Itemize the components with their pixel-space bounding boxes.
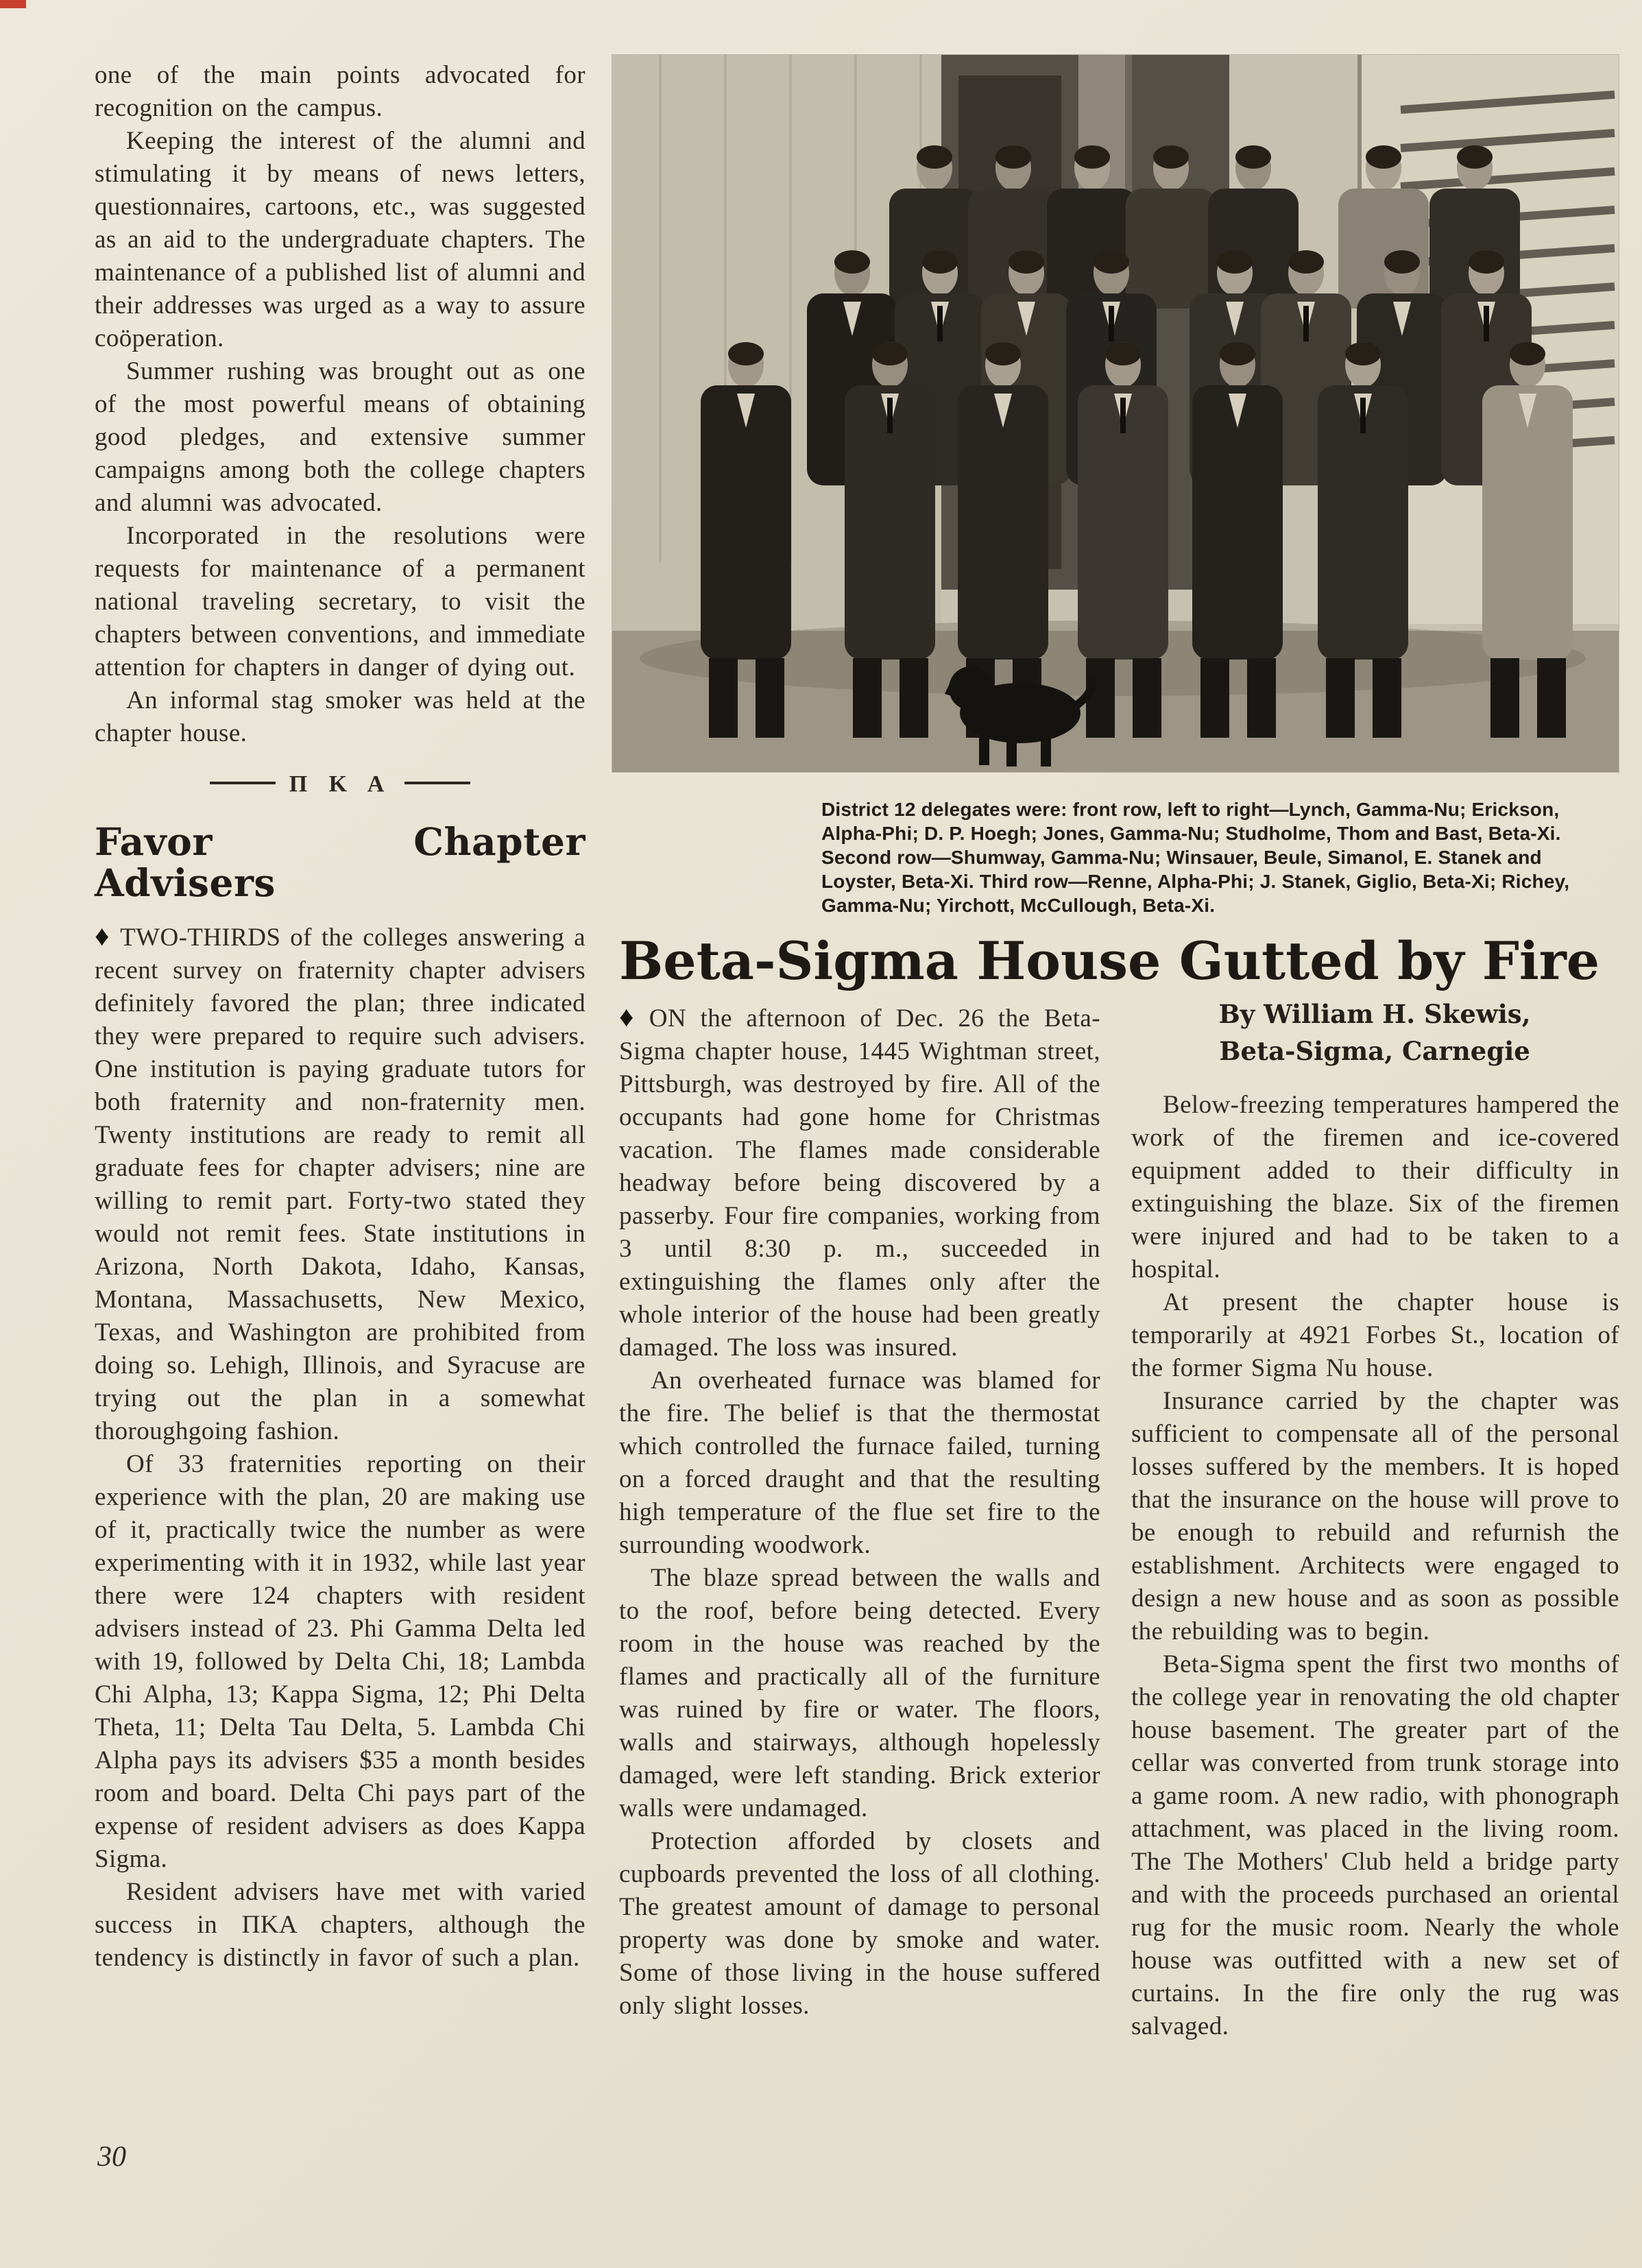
diamond-bullet-icon: ♦ bbox=[619, 1002, 640, 1033]
body-paragraph: Beta-Sigma spent the first two months of the college year in renovating the old chapter house basement. The greater part of the cellar was converted from trunk storage into a game room. A new radio, with phonograph attachment, was placed in the living room. The The Mothers' Club held a bridge party and with the proceeds purchased an oriental rug for the music room. Nearly the whole house was outfitted with a new set of curtains. In the fire only the rug was salvaged. bbox=[1131, 1650, 1619, 2040]
right-column bbox=[1131, 1089, 1619, 2043]
body-paragraph bbox=[619, 1002, 1100, 1364]
article-byline bbox=[1130, 996, 1619, 1070]
body-paragraph: At present the chapter house is temporarily at 4921 Forbes St., location of the former Sigma Nu house. bbox=[1131, 1288, 1619, 1382]
pka-section-divider bbox=[95, 768, 585, 801]
body-paragraph: The blaze spread between the walls and to the roof, before being detected. Every room in the house was reached by the flames and practically all of the furniture was ruined by fire or water. The floors, walls and stairways, although hopelessly damaged, were left standing. Brick exterior walls were undamaged. bbox=[619, 1564, 1100, 1822]
body-paragraph: Of 33 fraternities reporting on their experience with the plan, 20 are making use of it, practically twice the number as were experimenting with it in 1932, while last year there were 124 chapters with resident advisers instead of 23. Phi Gamma Delta led with 19, followed by Delta Chi, 18; Lambda Chi Alpha, 13; Kappa Sigma, 12; Phi Delta Theta, 11; Delta Tau Delta, 5. Lambda Chi Alpha pays its advisers $35 a month besides room and board. Delta Chi pays part of the expense of resident advisers as does Kappa Sigma. bbox=[95, 1450, 585, 1873]
body-paragraph: Incorporated in the resolutions were requests for maintenance of a permanent national traveling secretary, to visit the chapters between conventions, and immediate attention for chapters in danger of dying out. bbox=[95, 522, 585, 681]
diamond-bullet-icon: ♦ bbox=[95, 921, 111, 952]
body-paragraph: An informal stag smoker was held at the chapter house. bbox=[95, 686, 585, 747]
divider-letters: Π Κ Α bbox=[289, 771, 391, 797]
scan-artifact bbox=[0, 0, 26, 8]
paragraph-text: TWO-THIRDS of the colleges answering a recent survey on fraternity chapter advisers definitely favored the plan; three indicated they were prepared to require such advisers. One institution is paying graduate tutors for both fraternity and non-fraternity men. Twenty institutions are ready to remit all graduate fees for chapter advisers; nine are willing to remit part. Forty-two stated they would not remit fees. State institutions in Arizona, North Dakota, Idaho, Kansas, Montana, Massachusetts, New Mexico, Texas, and Washington are prohibited from doing so. Lehigh, Illinois, and Syracuse are trying out the plan in a somewhat thoroughgoing fashion. bbox=[95, 924, 585, 1445]
group-photo-illustration bbox=[612, 55, 1619, 772]
middle-column bbox=[619, 1002, 1100, 2023]
byline-line: By William H. Skewis, bbox=[1218, 999, 1531, 1029]
divider-dash bbox=[405, 782, 470, 784]
divider-dash bbox=[210, 782, 276, 784]
page-number: 30 bbox=[97, 2141, 126, 2173]
left-column bbox=[95, 59, 585, 1975]
group-photo bbox=[612, 55, 1619, 772]
body-paragraph: An overheated furnace was blamed for the fire. The belief is that the thermostat which controlled the furnace failed, turning on a forced draught and that the resulting high temperature of the flue set fire to the surrounding woodwork. bbox=[619, 1366, 1100, 1559]
body-paragraph: Keeping the interest of the alumni and stimulating it by means of news letters, questionnaires, cartoons, etc., was suggested as an aid to the undergraduate chapters. The maintenance of a published list of alumni and their addresses was urged as a way to assure coöperation. bbox=[95, 127, 585, 352]
body-paragraph: Protection afforded by closets and cupboards prevented the loss of all clothing. The greatest amount of damage to personal property was done by smoke and water. Some of those living in the house suffered only slight losses. bbox=[619, 1827, 1100, 2020]
body-paragraph: Insurance carried by the chapter was sufficient to compensate all of the personal losses suffered by the members. It is hoped that the insurance on the house will prove to be enough to rebuild and refurnish the establishment. Architects were engaged to design a new house and as soon as possible the rebuilding was to begin. bbox=[1131, 1387, 1619, 1645]
paragraph-text: ON the afternoon of Dec. 26 the Beta-Sigma chapter house, 1445 Wightman street, Pittsburgh, was destroyed by fire. All of the occupants had gone home for Christmas vacation. The flames made considerable headway before being discovered by a passerby. Four fire companies, working from 3 until 8:30 p. m., succeeded in extinguishing the flames only after the whole interior of the house had been greatly damaged. The loss was insured. bbox=[619, 1004, 1100, 1362]
byline-line: Beta-Sigma, Carnegie bbox=[1219, 1036, 1530, 1066]
body-paragraph: one of the main points advocated for recognition on the campus. bbox=[95, 61, 585, 122]
body-paragraph bbox=[95, 921, 585, 1448]
section-heading: Favor Chapter Advisers bbox=[95, 819, 585, 905]
body-paragraph: Summer rushing was brought out as one of the most powerful means of obtaining good pledges, and extensive summer campaigns among both the college chapters and alumni was advocated. bbox=[95, 357, 585, 517]
body-paragraph: Resident advisers have met with varied success in ΠΚΑ chapters, although the tendency is distinctly in favor of such a plan. bbox=[95, 1878, 585, 1972]
photo-caption: District 12 delegates were: front row, left to right—Lynch, Gamma-Nu; Erickson, Alpha-Phi; D. P. Hoegh; Jones, Gamma-Nu; Studholme, Thom and Bast, Beta-Xi. Second row—Shumway, Gamma-Nu; Winsauer, Beule, Simanol, E. Stanek and Loyster, Beta-Xi. Third row—Renne, Alpha-Phi; J. Stanek, Giglio, Beta-Xi; Richey, Gamma-Nu; Yirchott, McCullough, Beta-Xi. bbox=[821, 799, 1570, 916]
article-headline: Beta-Sigma House Gutted by Fire bbox=[619, 930, 1600, 991]
body-paragraph: Below-freezing temperatures hampered the work of the firemen and ice-covered equipment added to their difficulty in extinguishing the blaze. Six of the firemen were injured and had to be taken to a hospital. bbox=[1131, 1091, 1619, 1283]
